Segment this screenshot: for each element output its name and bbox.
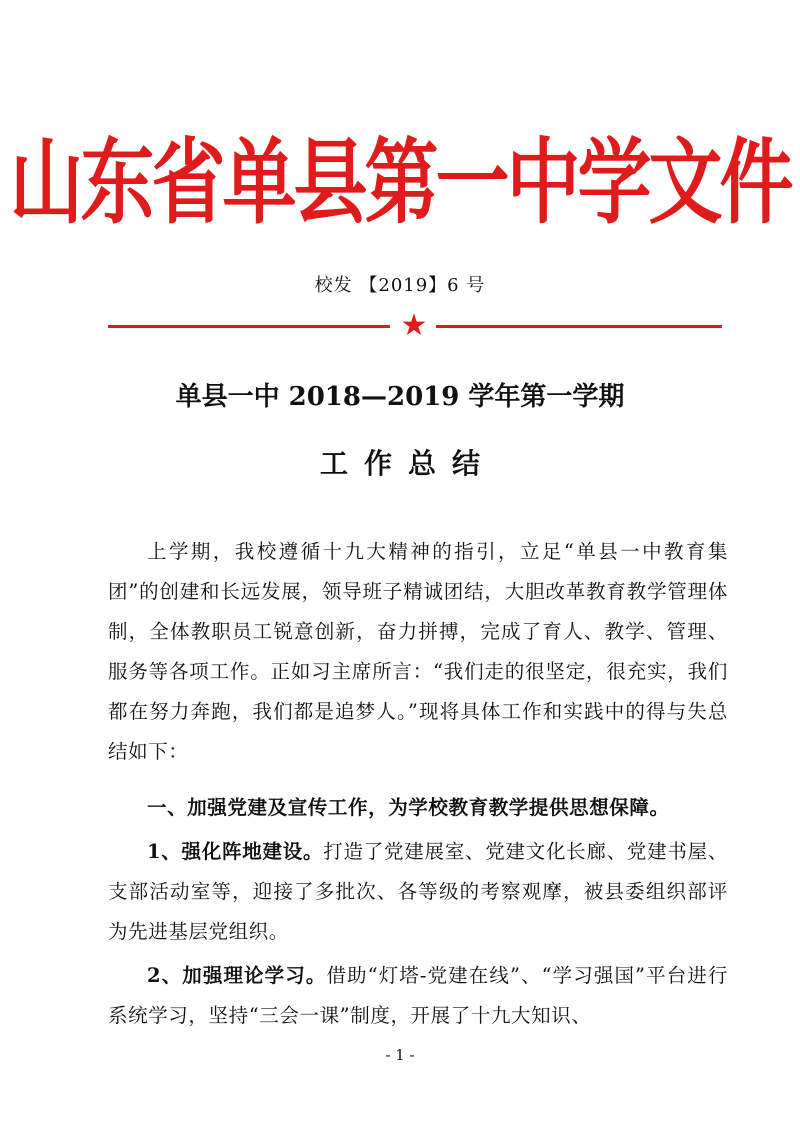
document-title: 单县一中 2018—2019 学年第一学期	[175, 382, 625, 412]
item-1-heading: 1、强化阵地建设。	[147, 840, 324, 863]
item-1-text: 打造了党建展室、党建文化长廊、党建书屋、支部活动室等，迎接了多批次、各等级的考察观摩，被县委组织部评为先进基层党组织。	[108, 840, 728, 943]
section-heading-block	[108, 788, 728, 828]
document-subtitle: 工作总结	[319, 447, 496, 480]
page-number: - 1 -	[385, 1046, 415, 1064]
intro-paragraph	[108, 532, 728, 772]
item-2-text: 借助“灯塔-党建在线”、“学习强国”平台进行系统学习，坚持“三会一课”制度，开展了十九大知识、	[108, 964, 729, 1027]
red-divider-right	[436, 325, 722, 328]
red-divider-left	[108, 325, 390, 328]
item-2-paragraph	[108, 956, 728, 1036]
document-number: 校发 【2019】6 号	[314, 275, 486, 296]
red-star-icon: ★	[400, 308, 428, 343]
intro-text: 上学期，我校遵循十九大精神的指引，立足“单县一中教育集团”的创建和长远发展，领导班子精诚团结，大胆改革教育教学管理体制，全体教职员工锐意创新，奋力拼搏，完成了育人、教学、管理、服务等各项工作。正如习主席所言：“我们走的很坚定，很充实，我们都在努力奔跑，我们都是追梦人。”现将具体工作和实践中的得与失总结如下：	[108, 540, 728, 763]
item-2-heading: 2、加强理论学习。	[147, 964, 327, 987]
item-1-paragraph	[108, 832, 728, 952]
document-header-title: 山东省单县第一中学文件	[9, 129, 791, 237]
section-heading: 一、加强党建及宣传工作，为学校教育教学提供思想保障。	[147, 796, 670, 819]
